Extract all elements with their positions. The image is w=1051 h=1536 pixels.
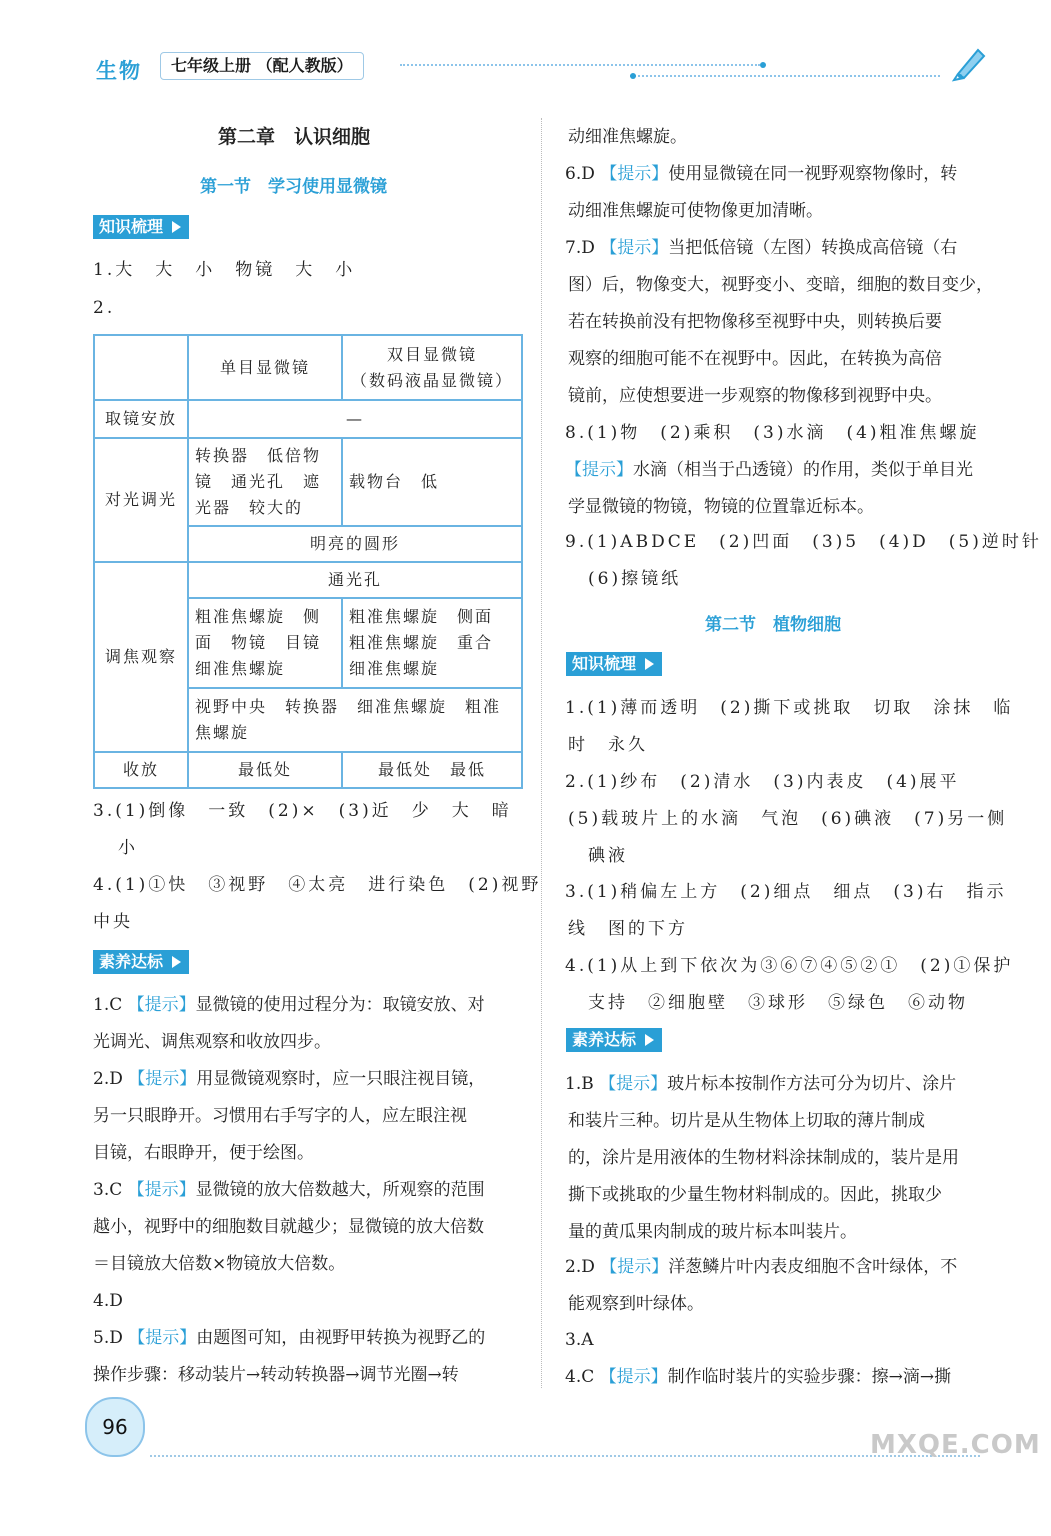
table-header: 双目显微镜 （数码液晶显微镜） [342,335,522,400]
microscope-table [93,334,523,789]
answer-line: 支持 ②细胞壁 ③球形 ⑤绿色 ⑥动物 [588,993,968,1013]
answer-line: (5)载玻片上的水滴 气泡 (6)碘液 (7)另一侧 [568,809,1008,829]
table-cell: 最低处 最低 [342,752,522,788]
answer-line: 图）后，物像变大，视野变小、变暗，细胞的数目变少， [568,275,993,295]
answer-line: 动细准焦螺旋可使物像更加清晰。 [568,201,823,221]
answer-line: 7.D 【提示】当把低倍镜（左图）转换成高倍镜（右 [565,238,958,258]
answer-line: 时 永久 [568,735,648,755]
section-tag: 素养达标 [93,950,189,974]
section-tag: 知识梳理 [566,652,662,676]
table-cell: 明亮的圆形 [188,526,522,562]
section-tag: 素养达标 [566,1028,662,1052]
answer-line: 光调光、调焦观察和收放四步。 [93,1032,331,1052]
answer-line: 4.D [93,1291,123,1311]
row-label: 收放 [94,752,188,788]
header-divider [400,64,760,66]
answer-line: 2.D 【提示】用显微镜观察时，应一只眼注视目镜， [93,1069,486,1089]
answer-line: 2.D 【提示】洋葱鳞片叶内表皮细胞不含叶绿体，不 [565,1257,958,1277]
table-cell: 视野中央 转换器 细准焦螺旋 粗准焦螺旋 [188,688,522,752]
answer-line: 操作步骤：移动装片→转动转换器→调节光圈→转 [93,1365,459,1385]
answer-line: 目镜，右眼睁开，便于绘图。 [93,1143,314,1163]
table-cell: 转换器 低倍物镜 通光孔 遮光器 较大的 [188,438,342,526]
table-cell: — [188,400,522,438]
section-tag: 知识梳理 [93,215,189,239]
answer-line: 3.(1)倒像 一致 (2)× (3)近 少 大 暗 [93,801,512,821]
table-cell: 载物台 低 [342,438,522,526]
answer-line: 6.D 【提示】使用显微镜在同一视野观察物像时，转 [565,164,958,184]
table-cell [94,335,188,400]
section-title: 第一节 学习使用显微镜 [200,177,387,197]
answer-line: 若在转换前没有把物像移至视野中央，则转换后要 [568,312,942,332]
answer-line: 3.C 【提示】显微镜的放大倍数越大，所观察的范围 [93,1180,485,1200]
table-header: 单目显微镜 [188,335,342,400]
answer-line: 观察的细胞可能不在视野中。因此，在转换为高倍 [568,349,942,369]
row-label: 对光调光 [94,438,188,562]
answer-line: 8.(1)物 (2)乘积 (3)水滴 (4)粗准焦螺旋 [565,423,980,443]
answer-line: 越小，视野中的细胞数目就越少；显微镜的放大倍数 [93,1217,484,1237]
answer-line: 4.(1)①快 ③视野 ④太亮 进行染色 (2)视野 [93,875,542,895]
header-dot [760,62,766,68]
answer-line: 1.(1)薄而透明 (2)撕下或挑取 切取 涂抹 临 [565,698,1014,718]
answer-line: 镜前，应使想要进一步观察的物像移到视野中央。 [568,386,942,406]
row-label: 调焦观察 [94,562,188,752]
section-title: 第二节 植物细胞 [705,615,841,635]
table-cell: 通光孔 [188,562,522,598]
answer-line: 线 图的下方 [568,919,688,939]
answer-line: (6)擦镜纸 [588,569,682,589]
answer-line: 4.(1)从上到下依次为③⑥⑦④⑤②① (2)①保护 [565,956,1014,976]
footer-divider [150,1455,980,1457]
table-cell: 最低处 [188,752,342,788]
answer-line: 的，涂片是用液体的生物材料涂抹制成的，装片是用 [568,1148,959,1168]
pen-icon [950,42,990,86]
header-divider [630,75,940,77]
table-cell: 粗准焦螺旋 侧面 粗准焦螺旋 重合 细准焦螺旋 [342,598,522,688]
answer-line: 撕下或挑取的少量生物材料制成的。因此，挑取少 [568,1185,942,1205]
answer-line: 动细准焦螺旋。 [568,127,687,147]
answer-line: 1.大 大 小 物镜 大 小 [93,260,356,280]
answer-line: 2. [93,298,116,318]
answer-line: 另一只眼睁开。习惯用右手写字的人，应左眼注视 [93,1106,467,1126]
answer-line: 9.(1)ABDCE (2)凹面 (3)5 (4)D (5)逆时针 [565,532,1042,552]
answer-line: ＝目镜放大倍数×物镜放大倍数。 [93,1254,346,1274]
subject-title: 生物 [96,59,142,83]
answer-line: 1.B 【提示】玻片标本按制作方法可分为切片、涂片 [565,1074,957,1094]
answer-line: 3.A [565,1330,594,1350]
answer-line: 5.D 【提示】由题图可知，由视野甲转换为视野乙的 [93,1328,486,1348]
chapter-title: 第二章 认识细胞 [218,126,371,148]
row-label: 取镜安放 [94,400,188,438]
answer-line: 中央 [93,912,133,932]
answer-line: 4.C 【提示】制作临时装片的实验步骤：擦→滴→撕 [565,1367,952,1387]
answer-line: 和装片三种。切片是从生物体上切取的薄片制成 [568,1111,925,1131]
watermark: MXQE.COM [870,1430,1041,1460]
answer-line: 3.(1)稍偏左上方 (2)细点 细点 (3)右 指示 [565,882,1007,902]
answer-line: 能观察到叶绿体。 [568,1294,704,1314]
answer-line: 小 [118,838,138,858]
answer-line: 学显微镜的物镜，物镜的位置靠近标本。 [568,497,874,517]
answer-line: 量的黄瓜果肉制成的玻片标本叫装片。 [568,1222,857,1242]
page-number: 96 [85,1397,145,1457]
header-dot [630,73,636,79]
answer-line: 2.(1)纱布 (2)清水 (3)内表皮 (4)展平 [565,772,960,792]
answer-line: 1.C 【提示】显微镜的使用过程分为：取镜安放、对 [93,995,485,1015]
answer-line: 【提示】水滴（相当于凸透镜）的作用，类似于单目光 [565,460,973,480]
grade-label: 七年级上册 （配人教版） [160,52,364,80]
table-cell: 粗准焦螺旋 侧面 物镜 目镜 细准焦螺旋 [188,598,342,688]
column-divider [541,118,542,1388]
answer-line: 碘液 [588,846,628,866]
